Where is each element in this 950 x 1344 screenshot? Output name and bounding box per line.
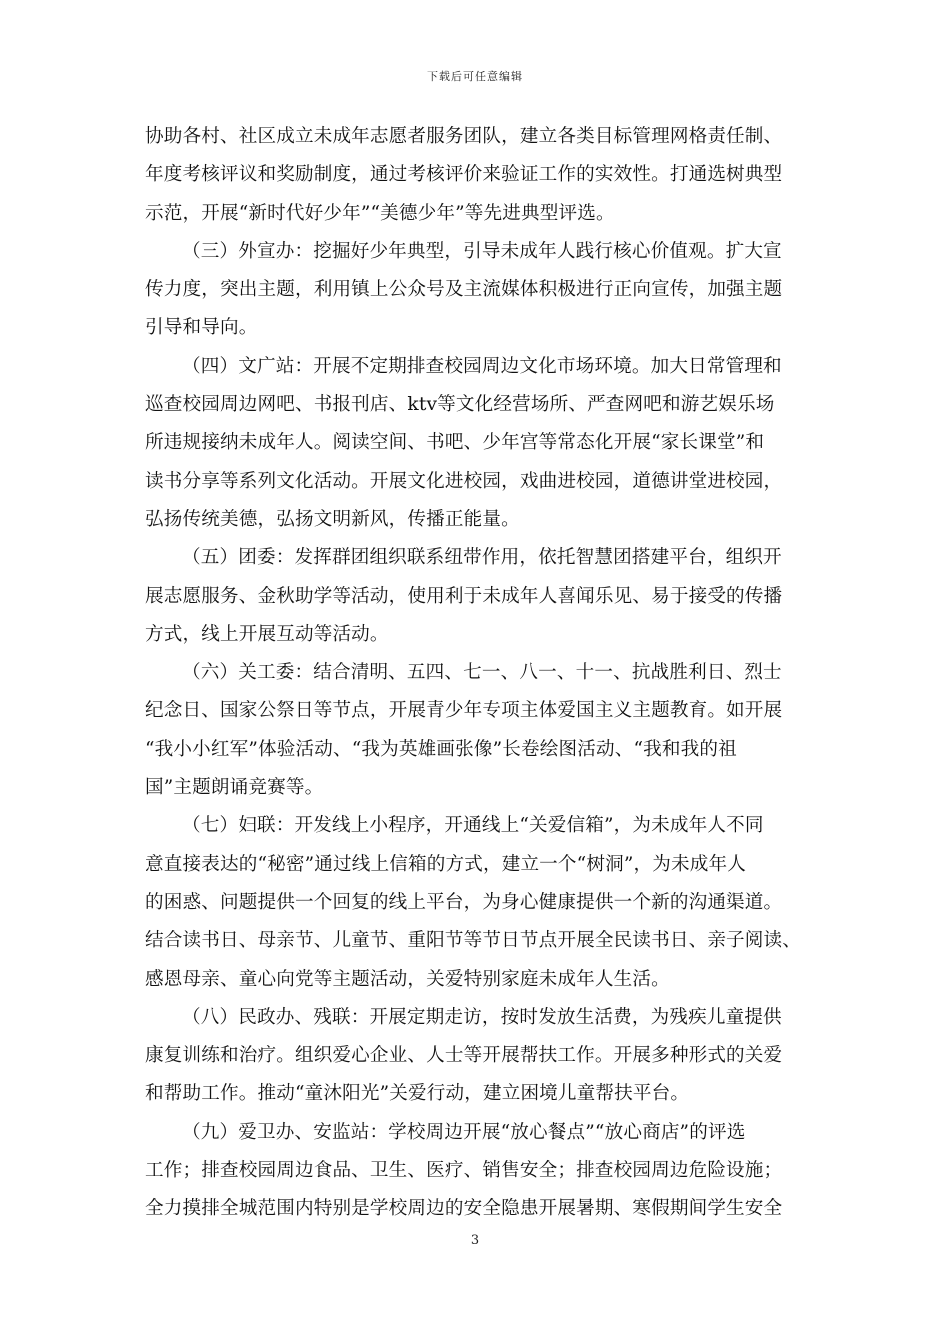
text-line: 意直接表达的“秘密”通过线上信箱的方式，建立一个“树洞”，为未成年人 [145,853,746,875]
text-line: 传力度，突出主题，利用镇上公众号及主流媒体积极进行正向宣传，加强主题 [145,279,783,301]
paragraph-start-line: （三）外宣办：挖掘好少年典型，引导未成年人践行核心价值观。扩大宣 [182,240,782,262]
paragraph-start-line: （九）爱卫办、安监站：学校周边开展“放心餐点”“放心商店”的评选 [182,1121,746,1143]
text-line: 示范，开展“新时代好少年”“美德少年”等先进典型评选。 [145,202,615,224]
text-line: 和帮助工作。推动“童沐阳光”关爱行动，建立困境儿童帮扶平台。 [145,1083,690,1105]
text-line: 弘扬传统美德，弘扬文明新风，传播正能量。 [145,508,520,530]
text-line: 方式，线上开展互动等活动。 [145,623,389,645]
paragraph-start-line: （八）民政办、残联：开展定期走访，按时发放生活费，为残疾儿童提供 [182,1006,782,1028]
text-line: 结合读书日、母亲节、儿童节、重阳节等节日节点开展全民读书日、亲子阅读、 [145,930,802,952]
text-line: 读书分享等系列文化活动。开展文化进校园，戏曲进校园，道德讲堂进校园， [145,470,783,492]
text-line: 展志愿服务、金秋助学等活动，使用利于未成年人喜闻乐见、易于接受的传播 [145,585,783,607]
page-header: 下载后可任意编辑 [427,70,523,83]
text-line: 所违规接纳未成年人。阅读空间、书吧、少年宫等常态化开展“家长课堂”和 [145,432,765,454]
text-line: 国”主题朗诵竞赛等。 [145,777,324,799]
document-body [145,118,825,1229]
text-line: 协助各村、社区成立未成年志愿者服务团队，建立各类目标管理网格责任制、 [145,126,783,147]
text-line: 康复训练和治疗。组织爱心企业、人士等开展帮扶工作。开展多种形式的关爱 [145,1045,783,1067]
text-line: 全力摸排全城范围内特别是学校周边的安全隐患开展暑期、寒假期间学生安全 [145,1198,783,1220]
paragraph-start-line: （五）团委：发挥群团组织联系纽带作用，依托智慧团搭建平台，组织开 [182,547,782,569]
paragraph-start-line: （六）关工委：结合清明、五四、七一、八一、十一、抗战胜利日、烈士 [182,662,782,684]
text-line: 纪念日、国家公祭日等节点，开展青少年专项主体爱国主义主题教育。如开展 [145,700,783,722]
text-line: 感恩母亲、童心向党等主题活动，关爱特别家庭未成年人生活。 [145,968,670,990]
text-line: 工作；排查校园周边食品、卫生、医疗、销售安全；排查校园周边危险设施； [145,1160,783,1182]
text-line: 引导和导向。 [145,317,258,339]
text-line: 巡查校园周边网吧、书报刊店、ktv等文化经营场所、严查网吧和游艺娱乐场 [145,394,775,416]
text-line: 的困惑、问题提供一个回复的线上平台，为身心健康提供一个新的沟通渠道。 [145,891,783,913]
page-number: 3 [470,1233,480,1248]
text-line: “我小小红军”体验活动、“我为英雄画张像”长卷绘图活动、“我和我的祖 [145,738,737,760]
paragraph-start-line: （四）文广站：开展不定期排查校园周边文化市场环境。加大日常管理和 [182,355,782,377]
paragraph-start-line: （七）妇联：开发线上小程序，开通线上“关爱信箱”，为未成年人不同 [182,815,764,837]
text-line: 年度考核评议和奖励制度，通过考核评价来验证工作的实效性。打通选树典型 [145,164,783,186]
